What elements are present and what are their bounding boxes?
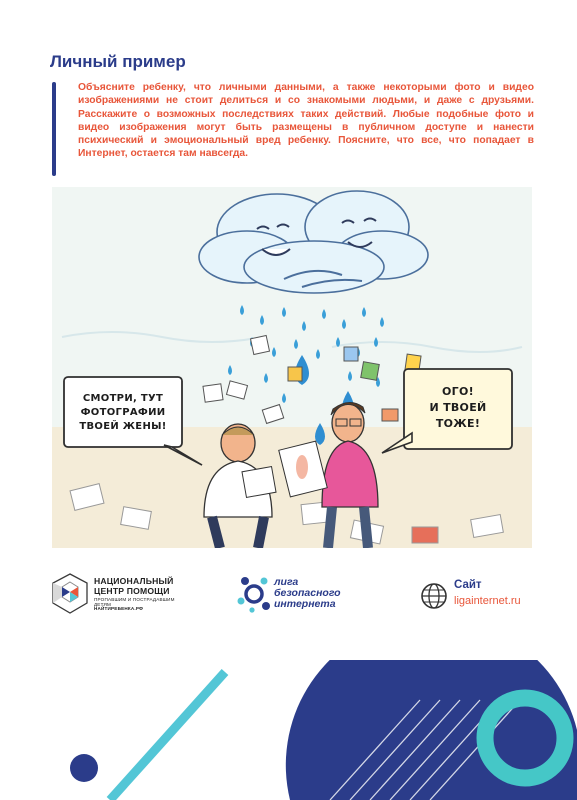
cartoon-illustration [52, 187, 532, 548]
left-bubble-line1: СМОТРИ, ТУТ [82, 393, 164, 404]
advice-paragraph: Объясните ребенку, что личными данными, а также некоторыми фото и видео изображениями не стоит делиться и со знакомыми людьми, и даже с друзьями. Расскажите о возможных последствиях таких действий. Любые подобные фото и видео изображения могут быть размещены в публичном доступе и нанести психический и эмоциональный вред ребенку. Поясните, что все, что попадает в Интернет, остается там навсегда. [78, 82, 534, 160]
hugging-clouds [199, 191, 428, 293]
national-center-logo[interactable] [50, 570, 190, 620]
liga-logo[interactable] [236, 572, 366, 618]
nc-website: НАЙТИРЕБЕНКА.РФ [94, 606, 144, 611]
nc-name-line1: НАЦИОНАЛЬНЫЙ [94, 576, 174, 586]
nc-name-line2: ЦЕНТР ПОМОЩИ [94, 586, 170, 596]
liga-name-line1: лига [274, 576, 299, 588]
liga-dots-icon [236, 574, 272, 614]
cartoon-svg [52, 187, 532, 548]
nc-subtitle: ПРОПАВШИМ И ПОСТРАДАВШИМ ДЕТЯМ [94, 597, 175, 607]
right-bubble-line3: ТОЖЕ! [435, 417, 481, 430]
liga-name-line3: интернета [274, 598, 336, 610]
text-accent-bar [52, 82, 56, 176]
liga-name-line2: безопасного [274, 587, 341, 599]
site-label: Сайт [454, 579, 482, 591]
site-url-link[interactable]: ligainternet.ru [454, 595, 521, 607]
site-link[interactable] [420, 577, 540, 617]
hexagon-logo-icon [50, 572, 90, 616]
page-title: Личный пример [50, 52, 186, 71]
left-bubble-line2: ФОТОГРАФИИ [80, 407, 166, 418]
decorative-shapes [0, 660, 577, 800]
left-bubble-line3: ТВОЕЙ ЖЕНЫ! [79, 421, 167, 432]
right-bubble-line2: И ТВОЕЙ [429, 401, 487, 414]
globe-icon [420, 582, 448, 610]
right-bubble-line1: ОГО! [442, 385, 474, 398]
